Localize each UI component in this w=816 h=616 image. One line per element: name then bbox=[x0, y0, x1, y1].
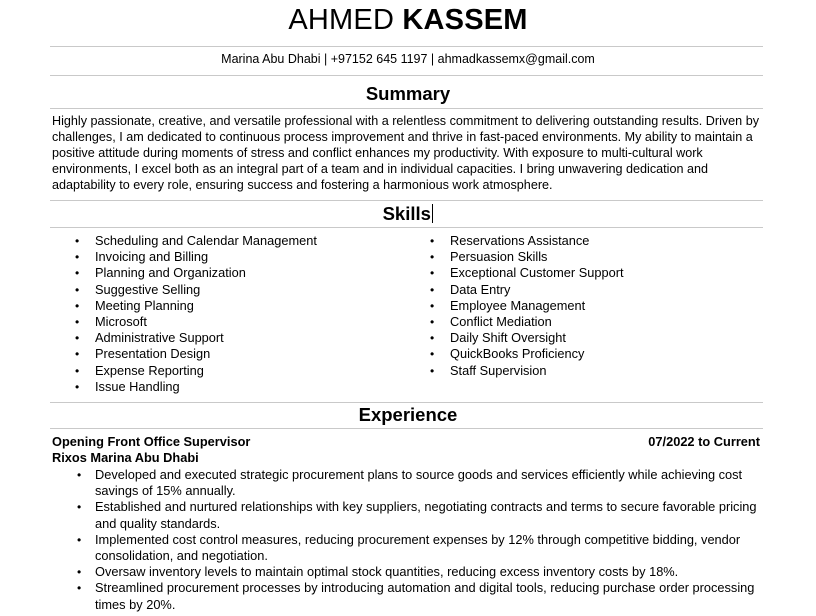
job-end-date: Current bbox=[713, 434, 760, 449]
text-cursor bbox=[432, 204, 434, 223]
divider bbox=[50, 200, 763, 201]
skill-item: • Expense Reporting bbox=[75, 363, 317, 379]
contact-line: Marina Abu Dhabi | +97152 645 1197 | ahmadkassemx@gmail.com bbox=[221, 52, 595, 66]
job-title: Opening Front Office Supervisor bbox=[52, 434, 251, 449]
skill-item: • Meeting Planning bbox=[75, 298, 317, 314]
skill-item: • Persuasion Skills bbox=[430, 249, 624, 265]
skill-item: • Employee Management bbox=[430, 298, 624, 314]
job-date-separator: to bbox=[698, 434, 711, 449]
skills-heading-text: Skills bbox=[382, 203, 431, 224]
skills-list-left bbox=[75, 233, 317, 395]
responsibility-item: • Implemented cost control measures, reducing procurement expenses by 12% through competitive bidding, vendor consolidation, and negotiation. bbox=[77, 532, 767, 564]
divider bbox=[50, 402, 763, 403]
skill-item: • Planning and Organization bbox=[75, 265, 317, 281]
summary-text-block[interactable] bbox=[52, 113, 766, 193]
skill-item: • Issue Handling bbox=[75, 379, 317, 395]
skill-item: • QuickBooks Proficiency bbox=[430, 346, 624, 362]
skill-item: • Exceptional Customer Support bbox=[430, 265, 624, 281]
experience-heading: Experience bbox=[358, 404, 458, 425]
skill-item: • Daily Shift Oversight bbox=[430, 330, 624, 346]
skills-list-right bbox=[430, 233, 624, 379]
last-name: KASSEM bbox=[402, 4, 528, 36]
summary-paragraph: Highly passionate, creative, and versatile professional with a relentless commitment to delivering outstanding results. Driven by challenges, I am dedicated to continuous process improvement and thrive in fast-paced environments. My ability to maintain a positive attitude during moments of stress and conflict enhances my productivity. With exposure to multi-cultural work environments, I excel both as an integral part of a team and in individual capacities. I bring unwavering dedication and adaptability to every role, ensuring success and fostering a harmonious work atmosphere. bbox=[52, 114, 759, 192]
divider bbox=[50, 428, 763, 429]
skill-item: • Microsoft bbox=[75, 314, 317, 330]
skill-item: • Invoicing and Billing bbox=[75, 249, 317, 265]
divider bbox=[50, 46, 763, 47]
divider bbox=[50, 75, 763, 76]
skill-item: • Reservations Assistance bbox=[430, 233, 624, 249]
responsibility-item: • Oversaw inventory levels to maintain optimal stock quantities, reducing excess inventory costs by 18%. bbox=[77, 564, 767, 580]
skills-heading[interactable] bbox=[0, 203, 816, 225]
responsibility-item: • Streamlined procurement processes by introducing automation and digital tools, reducing purchase order processing times by 20%. bbox=[77, 580, 767, 612]
responsibility-item: • Established and nurtured relationships with key suppliers, negotiating contracts and terms to secure favorable pricing and quality standards. bbox=[77, 499, 767, 531]
skill-item: • Presentation Design bbox=[75, 346, 317, 362]
skill-item: • Suggestive Selling bbox=[75, 282, 317, 298]
responsibility-item: • Developed and executed strategic procurement plans to source goods and services efficiently while achieving cost savings of 15% annually. bbox=[77, 467, 767, 499]
job-start-date: 07/2022 bbox=[648, 434, 695, 449]
skill-item: • Scheduling and Calendar Management bbox=[75, 233, 317, 249]
job-company: Rixos Marina Abu Dhabi bbox=[52, 450, 199, 465]
divider bbox=[50, 227, 763, 228]
skill-item: • Staff Supervision bbox=[430, 363, 624, 379]
skill-item: • Conflict Mediation bbox=[430, 314, 624, 330]
skill-item: • Administrative Support bbox=[75, 330, 317, 346]
skill-item: • Data Entry bbox=[430, 282, 624, 298]
summary-heading: Summary bbox=[365, 83, 451, 104]
divider bbox=[50, 108, 763, 109]
first-name: AHMED bbox=[288, 4, 395, 36]
candidate-name bbox=[0, 4, 816, 37]
job-dates bbox=[648, 434, 760, 449]
job-responsibilities bbox=[77, 467, 767, 613]
